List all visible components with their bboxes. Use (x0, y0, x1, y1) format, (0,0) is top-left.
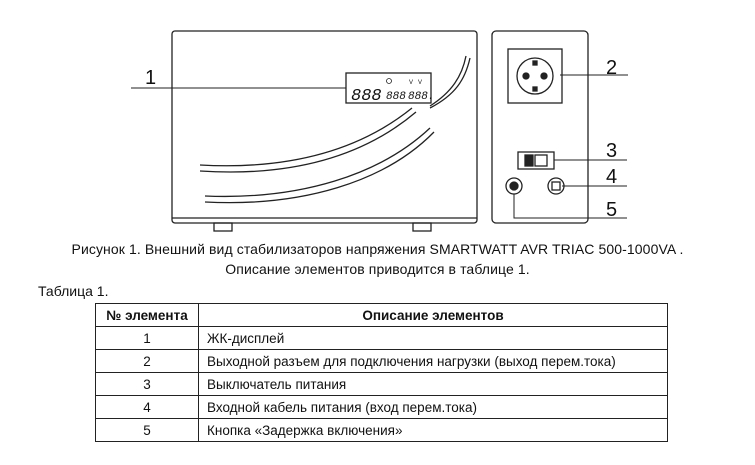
callout-1: 1 (145, 67, 157, 89)
callout-5: 5 (606, 199, 618, 221)
cell-number: 3 (96, 373, 199, 396)
cell-description: Выходной разъем для подключения нагрузки (выход перем.тока) (199, 350, 668, 373)
cell-number: 4 (96, 396, 199, 419)
lcd-display (346, 73, 434, 106)
cell-number: 2 (96, 350, 199, 373)
cell-description: Кнопка «Задержка включения» (199, 419, 668, 442)
table-row (96, 350, 668, 373)
callout-2: 2 (606, 57, 618, 79)
lcd-digits-out: 888. (408, 91, 435, 103)
rear-panel (492, 31, 588, 223)
cell-description: Выключатель питания (199, 373, 668, 396)
input-cable (548, 178, 564, 194)
figure-caption: Рисунок 1. Внешний вид стабилизаторов напряжения SMARTWATT AVR TRIAC 500-1000VA . (71, 241, 684, 257)
figure-caption-note: Описание элементов приводится в таблице 1. (225, 261, 530, 277)
elements-table (95, 303, 668, 442)
callout-4: 4 (606, 166, 618, 188)
lcd-digits-in: 888 (386, 91, 406, 103)
table-header-row (96, 304, 668, 327)
stabilizer-body (172, 31, 477, 231)
header-element-number: № элемента (96, 304, 199, 327)
lcd-digits-main: 888 (351, 87, 382, 106)
table-row (96, 373, 668, 396)
cell-number: 5 (96, 419, 199, 442)
cell-description: Входной кабель питания (вход перем.тока) (199, 396, 668, 419)
table-row (96, 419, 668, 442)
table-row (96, 327, 668, 350)
cell-description: ЖК-дисплей (199, 327, 668, 350)
callout-3: 3 (606, 140, 618, 162)
table-row (96, 396, 668, 419)
lcd-unit-out: V (418, 80, 423, 86)
table-title: Таблица 1. (38, 283, 109, 299)
cell-number: 1 (96, 327, 199, 350)
lcd-unit-in: V (409, 80, 414, 86)
output-socket (508, 49, 562, 103)
header-element-description: Описание элементов (199, 304, 668, 327)
